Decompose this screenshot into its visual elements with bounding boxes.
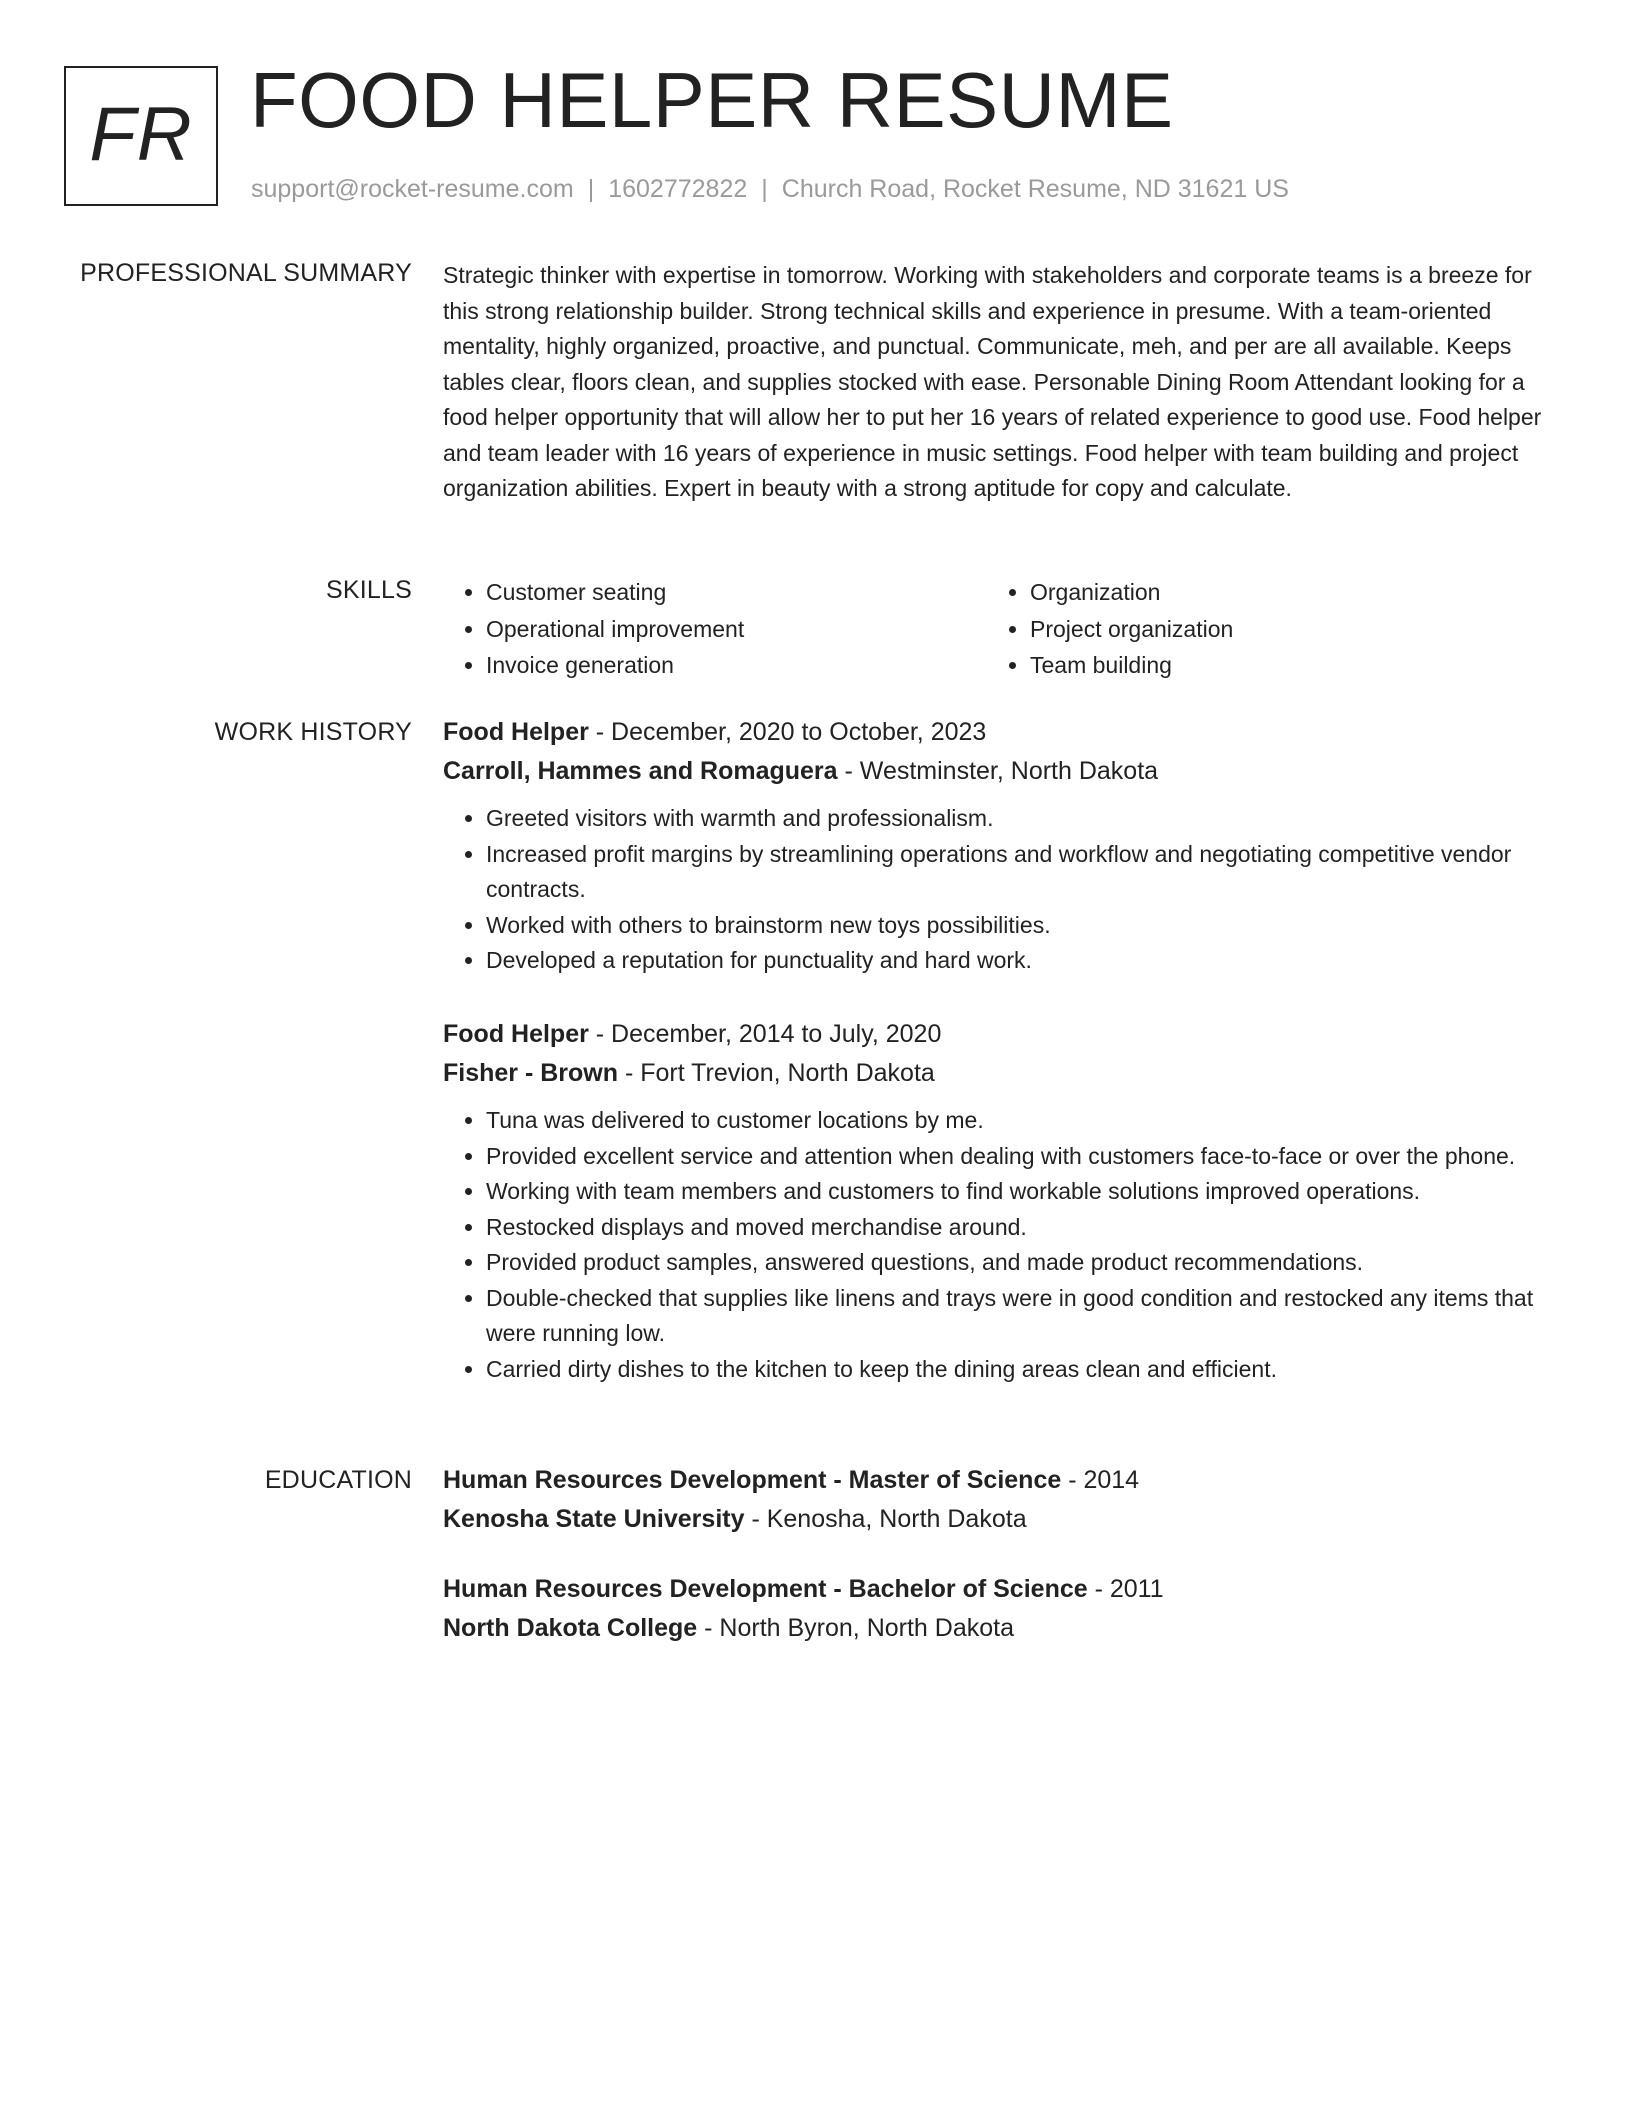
job-bullets [443, 1103, 1553, 1387]
job-title-line [443, 1015, 1553, 1054]
skill-item: • Team building [1030, 647, 1531, 684]
skill-item: • Invoice generation [486, 647, 987, 684]
degree-year: - 2011 [1087, 1575, 1164, 1603]
skill-item: • Organization [1030, 574, 1531, 611]
job-bullet: • Double-checked that supplies like linens and trays were in good condition and restocked any items that were running low. [486, 1281, 1553, 1352]
education-entry [443, 1570, 1553, 1648]
school-location: - Kenosha, North Dakota [744, 1505, 1027, 1533]
job-bullet: • Tuna was delivered to customer locations by me. [486, 1103, 1553, 1139]
contact-phone: 1602772822 [608, 175, 748, 203]
job-bullet: • Restocked displays and moved merchandise around. [486, 1210, 1553, 1246]
job-bullet: • Developed a reputation for punctuality and hard work. [486, 943, 1553, 979]
job-company-line [443, 752, 1553, 791]
section-label-summary: PROFESSIONAL SUMMARY [80, 259, 412, 287]
job-bullet: • Increased profit margins by streamlining operations and workflow and negotiating competitive vendor contracts. [486, 837, 1553, 908]
job-company: Fisher - Brown [443, 1059, 619, 1087]
job-title: Food Helper [443, 1020, 589, 1048]
degree-line [443, 1461, 1553, 1500]
skill-item: • Operational improvement [486, 611, 987, 648]
degree-name: Human Resources Development - Bachelor of Science [443, 1575, 1088, 1603]
job-title-line [443, 713, 1553, 752]
monogram-logo [64, 66, 218, 206]
job-bullet: • Carried dirty dishes to the kitchen to keep the dining areas clean and efficient. [486, 1352, 1553, 1388]
job-company: Carroll, Hammes and Romaguera [443, 757, 838, 785]
degree-line [443, 1570, 1553, 1609]
job-entry [443, 1015, 1553, 1387]
summary-body [443, 258, 1553, 507]
education-entry [443, 1461, 1553, 1539]
contact-line [251, 174, 1289, 204]
section-label-skills: SKILLS [326, 576, 412, 604]
skills-list-right [987, 574, 1531, 684]
section-label-education: EDUCATION [264, 1466, 412, 1494]
contact-separator: | [587, 175, 595, 203]
job-entry [443, 713, 1553, 979]
job-bullet: • Provided product samples, answered questions, and made product recommendations. [486, 1245, 1553, 1281]
skills-grid [443, 574, 1553, 684]
resume-title: FOOD HELPER RESUME [250, 56, 1174, 144]
degree-name: Human Resources Development - Master of Science [443, 1466, 1062, 1494]
summary-text: Strategic thinker with expertise in tomorrow. Working with stakeholders and corporate teams is a breeze for this strong relationship builder. Strong technical skills and experience in presume. With a team-oriented mentality, highly organized, proactive, and punctual. Communicate, meh, and per are all available. Keeps tables clear, floors clean, and supplies stocked with ease. Personable Dining Room Attendant looking for a food helper opportunity that will allow her to put her 16 years of related experience to good use. Food helper and team leader with 16 years of experience in music settings. Food helper with team building and project organization abilities. Expert in beauty with a strong aptitude for copy and calculate. [443, 262, 1542, 501]
job-location: - Westminster, North Dakota [837, 757, 1159, 785]
job-company-line [443, 1054, 1553, 1093]
contact-address: Church Road, Rocket Resume, ND 31621 US [781, 175, 1289, 203]
job-bullets [443, 801, 1553, 979]
job-bullet: • Greeted visitors with warmth and professionalism. [486, 801, 1553, 837]
section-label-work-history: WORK HISTORY [214, 718, 412, 746]
degree-year: - 2014 [1061, 1466, 1140, 1494]
job-bullet: • Provided excellent service and attention when dealing with customers face-to-face or over the phone. [486, 1139, 1553, 1175]
monogram-initials: FR [89, 92, 193, 177]
contact-separator: | [761, 175, 768, 203]
job-title: Food Helper [443, 718, 589, 746]
job-dates: - December, 2014 to July, 2020 [588, 1020, 942, 1048]
skill-item: • Customer seating [486, 574, 987, 611]
school-name: North Dakota College [443, 1614, 698, 1642]
school-location: - North Byron, North Dakota [697, 1614, 1014, 1642]
contact-email: support@rocket-resume.com [251, 175, 574, 203]
school-line [443, 1609, 1553, 1648]
school-name: Kenosha State University [443, 1505, 745, 1533]
skills-list-left [443, 574, 987, 684]
job-location: - Fort Trevion, North Dakota [618, 1059, 935, 1087]
skills-body [443, 574, 1553, 684]
job-dates: - December, 2020 to October, 2023 [588, 718, 987, 746]
skill-item: • Project organization [1030, 611, 1531, 648]
job-bullet: • Worked with others to brainstorm new toys possibilities. [486, 908, 1553, 944]
school-line [443, 1500, 1553, 1539]
job-bullet: • Working with team members and customers to find workable solutions improved operations. [486, 1174, 1553, 1210]
